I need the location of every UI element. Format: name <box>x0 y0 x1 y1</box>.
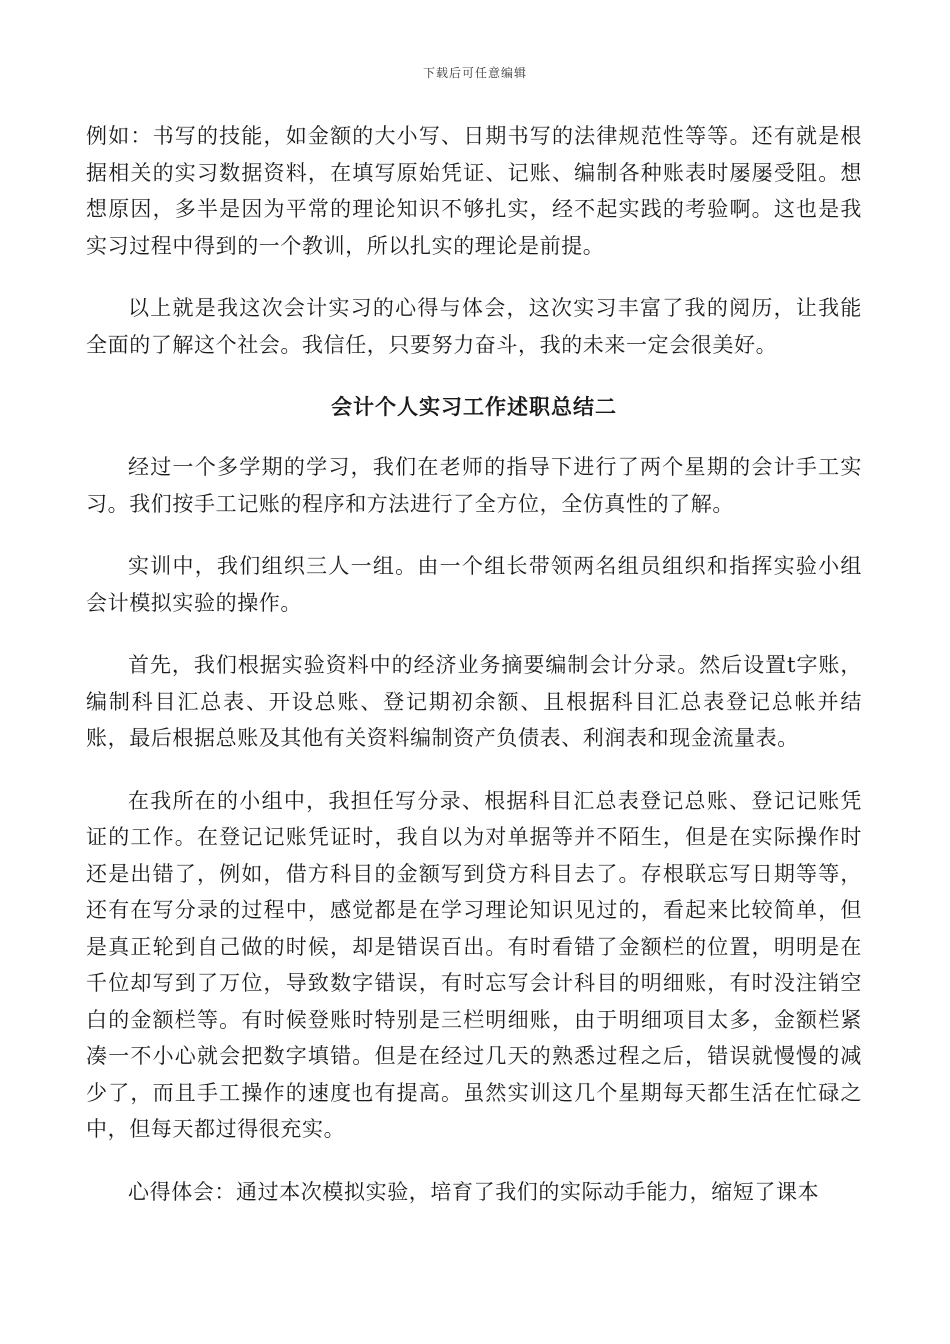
paragraph-4: 实训中，我们组织三人一组。由一个组长带领两名组员组织和指挥实验小组会计模拟实验的操作。 <box>86 554 862 615</box>
paragraph-6: 在我所在的小组中，我担任写分录、根据科目汇总表登记总账、登记记账凭证的工作。在登记记账凭证时，我自以为对单据等并不陌生，但是在实际操作时还是出错了，例如，借方科目的金额写到贷方科目去了。存根联忘写日期等等，还有在写分录的过程中，感觉都是在学习理论知识见过的，看起来比较简单，但是真正轮到自己做的时候，却是错误百出。有时看错了金额栏的位置，明明是在千位却写到了万位，导致数字错误，有时忘写会计科目的明细账，有时没注销空白的金额栏等。有时候登账时特别是三栏明细账，由于明细项目太多，金额栏紧凑一不小心就会把数字填错。但是在经过几天的熟悉过程之后，错误就慢慢的减少了，而且手工操作的速度也有提高。虽然实训这几个星期每天都生活在忙碌之中，但每天都过得很充实。 <box>86 788 862 1141</box>
document-body <box>86 118 862 1236</box>
paragraph-7: 心得体会：通过本次模拟实验，培育了我们的实际动手能力，缩短了课本 <box>128 1179 820 1204</box>
paragraph-5: 首先，我们根据实验资料中的经济业务摘要编制会计分录。然后设置t字账，编制科目汇总表、开设总账、登记期初余额、且根据科目汇总表登记总帐并结账，最后根据总账及其他有关资料编制资产负债表、利润表和现金流量表。 <box>86 653 862 750</box>
section-title: 会计个人实习工作述职总结二 <box>331 394 617 419</box>
paragraph-2: 以上就是我这次会计实习的心得与体会，这次实习丰富了我的阅历，让我能全面的了解这个社会。我信任，只要努力奋斗，我的未来一定会很美好。 <box>86 296 862 357</box>
page-header: 下载后可任意编辑 <box>422 66 527 80</box>
paragraph-1: 例如：书写的技能，如金额的大小写、日期书写的法律规范性等等。还有就是根据相关的实习数据资料，在填写原始凭证、记账、编制各种账表时屡屡受阻。想想原因，多半是因为平常的理论知识不够扎实，经不起实践的考验啊。这也是我实习过程中得到的一个教训，所以扎实的理论是前提。 <box>86 124 862 258</box>
paragraph-3: 经过一个多学期的学习，我们在老师的指导下进行了两个星期的会计手工实习。我们按手工记账的程序和方法进行了全方位，全仿真性的了解。 <box>86 455 862 516</box>
